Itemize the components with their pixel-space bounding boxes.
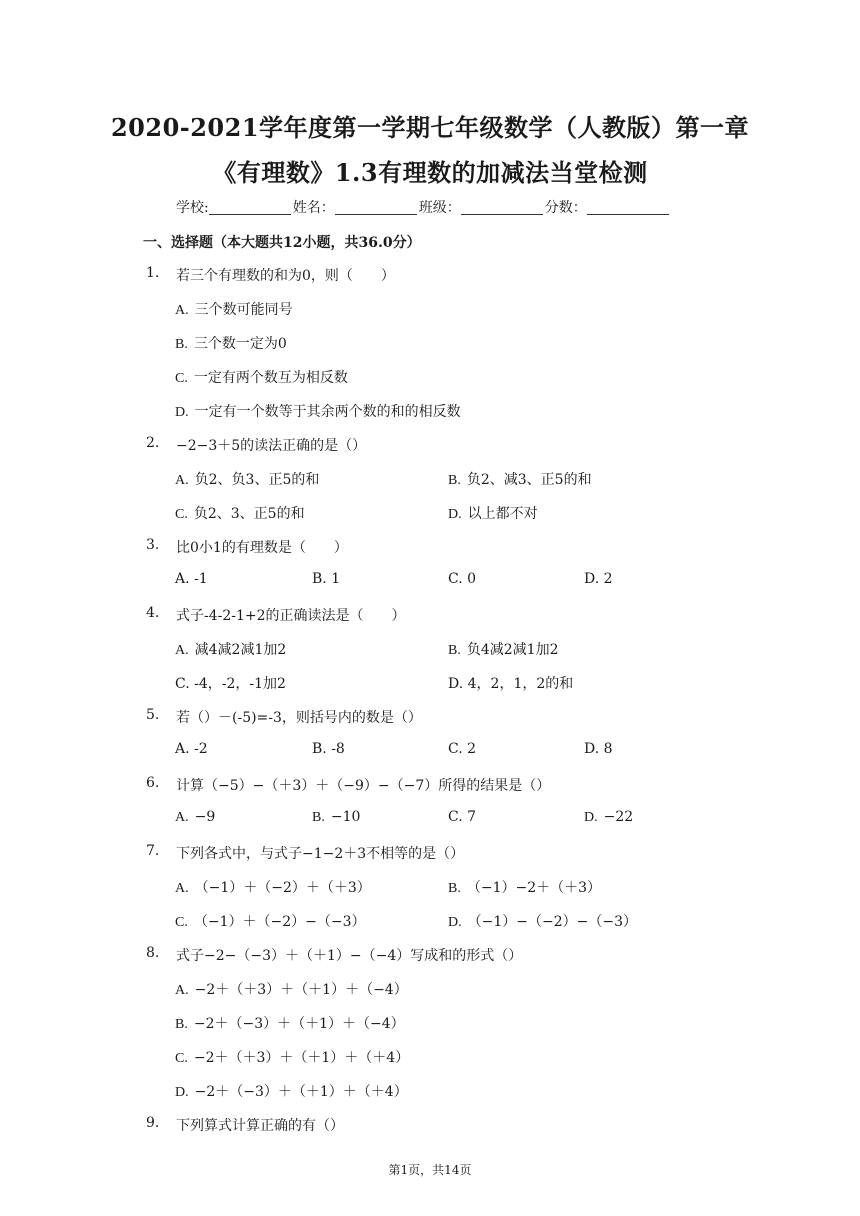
page-footer: 第1页，共14页	[388, 1163, 472, 1177]
option-b[interactable]: B. −2＋（−3）＋（＋1）＋（−4）	[175, 1016, 405, 1032]
option-c[interactable]: C. 一定有两个数互为相反数	[175, 370, 348, 386]
option-a[interactable]: A. 减4减2减1加2	[175, 642, 287, 658]
question-text: 下列算式计算正确的有（）	[176, 1118, 344, 1134]
question-3	[0, 537, 860, 559]
question-text: 若三个有理数的和为0，则（ ）	[176, 268, 395, 284]
question-text: 式子−2−（−3）＋（＋1）−（−4）写成和的形式（）	[176, 948, 523, 964]
option-a[interactable]: A. −2＋（＋3）＋（＋1）＋（−4）	[175, 982, 408, 998]
option-a[interactable]: A. −9	[175, 809, 216, 825]
option-c[interactable]: C. 7	[448, 809, 477, 825]
option-a[interactable]: A. 负2、负3、正5的和	[175, 472, 320, 488]
question-number: 4.	[146, 605, 160, 621]
title-line-1: 2020-2021学年度第一学期七年级数学（人教版）第一章	[110, 113, 750, 142]
question-7	[0, 843, 860, 865]
name-label: 姓名：	[292, 200, 335, 216]
option-c[interactable]: C. −2＋（＋3）＋（＋1）＋（＋4）	[175, 1050, 410, 1066]
question-1	[0, 265, 860, 287]
score-label: 分数：	[544, 200, 587, 216]
option-c[interactable]: C. 2	[448, 741, 477, 757]
option-a[interactable]: A. 三个数可能同号	[175, 302, 293, 318]
question-6	[0, 775, 860, 797]
option-b[interactable]: B. 负4减2减1加2	[448, 642, 559, 658]
option-b[interactable]: B. -8	[312, 741, 345, 757]
option-a[interactable]: A. -2	[175, 741, 208, 757]
question-number: 9.	[146, 1115, 160, 1131]
question-8	[0, 945, 860, 967]
option-b[interactable]: B. 负2、减3、正5的和	[448, 472, 592, 488]
school-blank[interactable]	[209, 200, 291, 215]
question-text: 计算（−5）−（＋3）＋（−9）−（−7）所得的结果是（）	[176, 778, 551, 794]
option-d[interactable]: D. 4，2，1，2的和	[448, 676, 574, 692]
option-b[interactable]: B. 1	[312, 571, 341, 587]
option-d[interactable]: D. 以上都不对	[448, 506, 538, 522]
question-text: 下列各式中，与式子−1−2＋3不相等的是（）	[176, 846, 465, 862]
school-label: 学校:	[176, 200, 209, 216]
option-d[interactable]: D. −22	[584, 809, 634, 825]
option-c[interactable]: C. 0	[448, 571, 477, 587]
option-a[interactable]: A. （−1）＋（−2）＋（＋3）	[175, 880, 371, 896]
class-label: 班级：	[418, 200, 461, 216]
option-c[interactable]: C. -4，-2，-1加2	[175, 676, 286, 692]
title-line-2: 《有理数》1.3有理数的加减法当堂检测	[212, 158, 648, 187]
score-blank[interactable]	[587, 200, 669, 215]
option-d[interactable]: D. （−1）−（−2）−（−3）	[448, 914, 637, 930]
option-d[interactable]: D. 一定有一个数等于其余两个数的和的相反数	[175, 404, 461, 420]
option-b[interactable]: B. （−1）−2＋（＋3）	[448, 880, 602, 896]
question-text: 若（）－(-5)=-3，则括号内的数是（）	[176, 710, 422, 726]
question-number: 2.	[146, 435, 160, 451]
question-number: 1.	[146, 265, 160, 281]
option-d[interactable]: D. −2＋（−3）＋（＋1）＋（＋4）	[175, 1084, 408, 1100]
option-d[interactable]: D. 8	[584, 741, 613, 757]
option-b[interactable]: B. 三个数一定为0	[175, 336, 287, 352]
option-d[interactable]: D. 2	[584, 571, 613, 587]
option-c[interactable]: C. （−1）＋（−2）−（−3）	[175, 914, 366, 930]
question-number: 6.	[146, 775, 160, 791]
question-text: −2−3＋5的读法正确的是（）	[176, 438, 367, 454]
option-b[interactable]: B. −10	[312, 809, 361, 825]
name-blank[interactable]	[335, 200, 417, 215]
option-a[interactable]: A. -1	[175, 571, 208, 587]
question-5	[0, 707, 860, 729]
option-c[interactable]: C. 负2、3、正5的和	[175, 506, 305, 522]
section-heading: 一、选择题（本大题共12小题，共36.0分）	[143, 235, 421, 251]
question-4	[0, 605, 860, 627]
question-number: 5.	[146, 707, 160, 723]
question-text: 比0小1的有理数是（ ）	[176, 540, 348, 556]
question-number: 7.	[146, 843, 160, 859]
question-9	[0, 1115, 860, 1137]
question-number: 8.	[146, 945, 160, 961]
student-info-line	[176, 197, 671, 217]
class-blank[interactable]	[461, 200, 543, 215]
question-2	[0, 435, 860, 457]
question-number: 3.	[146, 537, 160, 553]
question-text: 式子-4-2-1+2的正确读法是（ ）	[176, 608, 406, 624]
